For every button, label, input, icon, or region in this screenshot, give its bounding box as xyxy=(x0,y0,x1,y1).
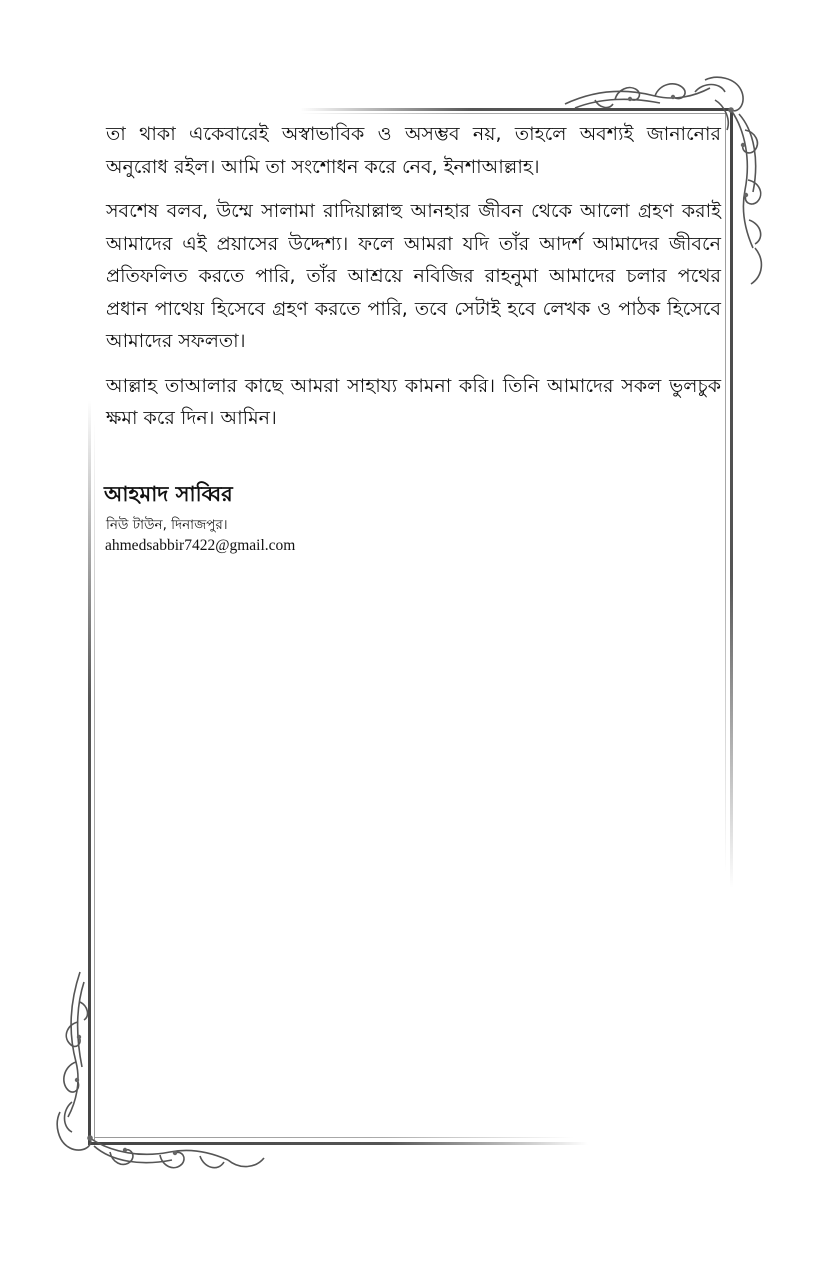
floral-corner-ornament-bottom-left-icon xyxy=(50,962,270,1182)
paragraph-3: আল্লাহ তাআলার কাছে আমরা সাহায্য কামনা করি। তিনি আমাদের সকল ভুলচুক ক্ষমা করে দিন। আমিন। xyxy=(106,374,721,429)
paragraph-2: সবশেষ বলব, উম্মে সালামা রাদিয়াল্লাহু আনহার জীবন থেকে আলো গ্রহণ করাই আমাদের এই প্রয়াসের উদ্দেশ্য। ফলে আমরা যদি তাঁর আদর্শ আমাদের জীবনে প্রতিফলিত করতে পারি, তাঁর আশ্রয়ে নবিজির রাহনুমা আমাদের চলার পথের প্রধান পাথেয় হিসেবে গ্রহণ করতে পারি, তবে সেটাই হবে লেখক ও পাঠক হিসেবে আমাদের সফলতা। xyxy=(106,200,721,352)
author-signature: আহমাদ সাব্বির xyxy=(104,481,233,506)
author-email: ahmedsabbir7422@gmail.com xyxy=(105,537,296,554)
body-text xyxy=(106,118,721,447)
paragraph-1: তা থাকা একেবারেই অস্বাভাবিক ও অসম্ভব নয়, তাহলে অবশ্যই জানানোর অনুরোধ রইল। আমি তা সংশোধন করে নেব, ইনশাআল্লাহ। xyxy=(106,123,721,178)
author-address: নিউ টাউন, দিনাজপুর। xyxy=(106,517,228,533)
